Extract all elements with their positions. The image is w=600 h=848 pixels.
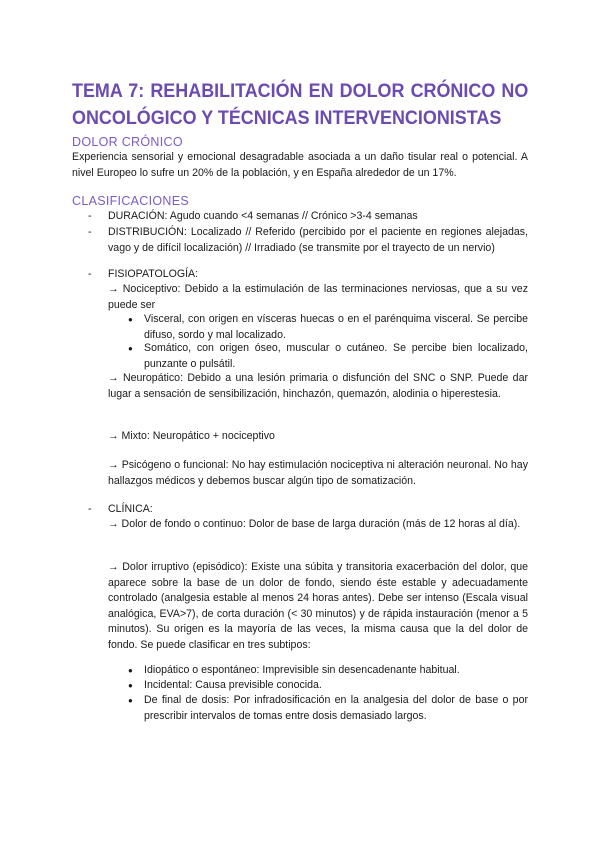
- heading-clasificaciones: CLASIFICACIONES: [72, 194, 190, 208]
- dash-marker: -: [88, 210, 92, 222]
- fisio-mixto: → Mixto: Neuropático + nociceptivo: [108, 430, 275, 442]
- dash-marker: -: [88, 226, 92, 238]
- fisio-psicogeno: → Psicógeno o funcional: No hay estimulación nociceptiva ni alteración neuronal. No hay hallazgos médicos y debemos buscar algún tipo de somatización.: [108, 459, 528, 487]
- clinica-incidental: Incidental: Causa previsible conocida.: [144, 679, 322, 691]
- fisio-somatico: Somático, con origen óseo, muscular o cutáneo. Se percibe bien localizado, punzante o pulsátil.: [144, 342, 528, 370]
- clinica-irruptivo: → Dolor irruptivo (episódico): Existe una súbita y transitoria exacerbación del dolor, que aparece sobre la base de un dolor de fondo, siendo éste estable y adecuadamente controlado (analgesia estable al menos 24 horas antes). Debe ser intenso (Escala visual analógica, EVA>7), de corta duración (< 30 minutos) y de rápida instauración (menor a 5 minutos). Su origen es la mayoría de las veces, la misma causa que la del dolor de fondo. Se puede clasificar en tres subtipos:: [108, 561, 528, 651]
- dash-marker: -: [88, 503, 92, 515]
- clinica-fondo: → Dolor de fondo o continuo: Dolor de base de larga duración (más de 12 horas al día).: [108, 518, 521, 530]
- bullet-marker: ●: [128, 344, 133, 353]
- list-item-duracion: DURACIÓN: Agudo cuando <4 semanas // Crónico >3-4 semanas: [108, 210, 418, 222]
- bullet-marker: ●: [128, 696, 133, 705]
- heading-dolor-cronico: DOLOR CRÓNICO: [72, 135, 183, 149]
- bullet-marker: ●: [128, 666, 133, 675]
- clinica-final-dosis: De final de dosis: Por infradosificación en la analgesia del dolor de base o por prescribir intervalos de tomas entre dosis demasiado largos.: [144, 694, 528, 722]
- fisio-visceral: Visceral, con origen en vísceras huecas o en el parénquima visceral. Se percibe difuso, sordo y mal localizado.: [144, 313, 528, 341]
- dash-marker: -: [88, 268, 92, 280]
- dolor-cronico-definition: Experiencia sensorial y emocional desagradable asociada a un daño tisular real o potencial. A nivel Europeo lo sufre un 20% de la población, y en España alrededor de un 17%.: [72, 151, 528, 179]
- list-item-distribucion: DISTRIBUCIÓN: Localizado // Referido (percibido por el paciente en regiones alejadas, vago y de difícil localización) // Irradiado (se transmite por el trayecto de un nervio): [108, 226, 528, 254]
- page-title: TEMA 7: REHABILITACIÓN EN DOLOR CRÓNICO NO ONCOLÓGICO Y TÉCNICAS INTERVENCIONISTAS: [72, 80, 529, 129]
- clinica-idiopatico: Idiopático o espontáneo: Imprevisible sin desencadenante habitual.: [144, 664, 460, 676]
- bullet-marker: ●: [128, 315, 133, 324]
- fisio-nociceptivo: → Nociceptivo: Debido a la estimulación de las terminaciones nerviosas, que a su vez puede ser: [108, 283, 528, 311]
- list-item-clinica: CLÍNICA:: [108, 503, 153, 515]
- bullet-marker: ●: [128, 681, 133, 690]
- list-item-fisiopatologia: FISIOPATOLOGÍA:: [108, 268, 199, 280]
- fisio-neuropatico: → Neuropático: Debido a una lesión primaria o disfunción del SNC o SNP. Puede dar lugar a sensación de sensibilización, hinchazón, quemazón, alodinia o hiperestesia.: [108, 372, 528, 400]
